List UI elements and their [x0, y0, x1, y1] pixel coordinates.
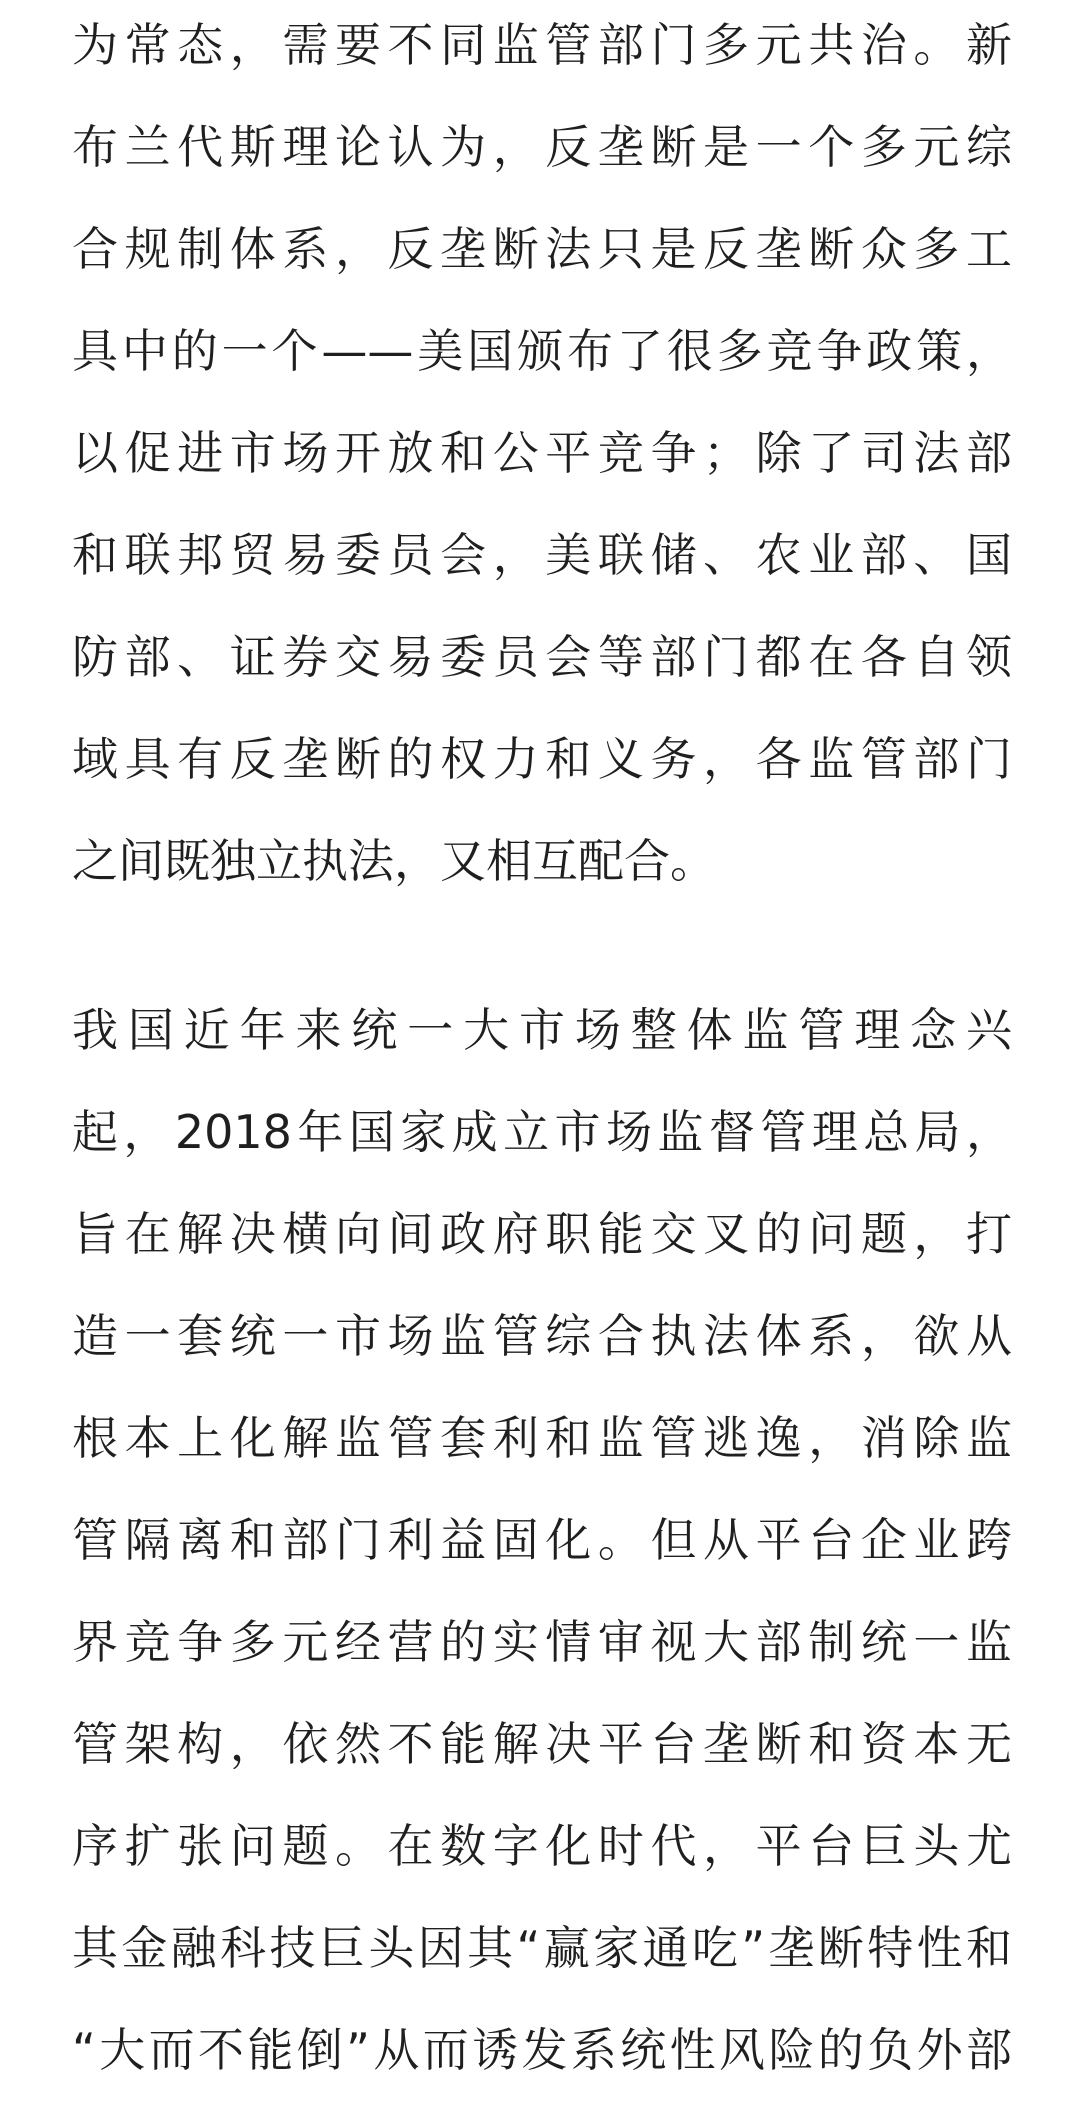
text-line: 旨在解决横向间政府职能交叉的问题，打 — [72, 1207, 1012, 1261]
text-line: 起，2018年国家成立市场监督管理总局， — [72, 1105, 1012, 1159]
text-line: 为常态，需要不同监管部门多元共治。新 — [72, 18, 1012, 72]
text-line: 序扩张问题。在数字化时代，平台巨头尤 — [72, 1819, 1012, 1873]
text-line: 界竞争多元经营的实情审视大部制统一监 — [72, 1615, 1012, 1669]
paragraph-multi-agency-antitrust — [72, 0, 1012, 912]
text-line: 根本上化解监管套利和监管逃逸，消除监 — [72, 1411, 1012, 1465]
paragraph-unified-market-regulation — [72, 979, 1012, 2101]
text-line: 以促进市场开放和公平竞争；除了司法部 — [72, 426, 1012, 480]
text-line: 布兰代斯理论认为，反垄断是一个多元综 — [72, 120, 1012, 174]
text-line: 域具有反垄断的权力和义务，各监管部门 — [72, 732, 1012, 786]
text-line: 管隔离和部门利益固化。但从平台企业跨 — [72, 1513, 1012, 1567]
text-line: 其金融科技巨头因其“赢家通吃”垄断特性和 — [72, 1921, 1012, 1975]
text-line: 和联邦贸易委员会，美联储、农业部、国 — [72, 528, 1012, 582]
text-line: 管架构，依然不能解决平台垄断和资本无 — [72, 1717, 1012, 1771]
text-line: 造一套统一市场监管综合执法体系，欲从 — [72, 1309, 1012, 1363]
text-line: 之间既独立执法，又相互配合。 — [72, 834, 716, 888]
text-line: 合规制体系，反垄断法只是反垄断众多工 — [72, 222, 1012, 276]
text-line: 具中的一个——美国颁布了很多竞争政策， — [72, 324, 1012, 378]
text-line: 防部、证券交易委员会等部门都在各自领 — [72, 630, 1012, 684]
text-line: “大而不能倒”从而诱发系统性风险的负外部 — [72, 2023, 1012, 2077]
text-line: 我国近年来统一大市场整体监管理念兴 — [72, 1003, 1012, 1057]
